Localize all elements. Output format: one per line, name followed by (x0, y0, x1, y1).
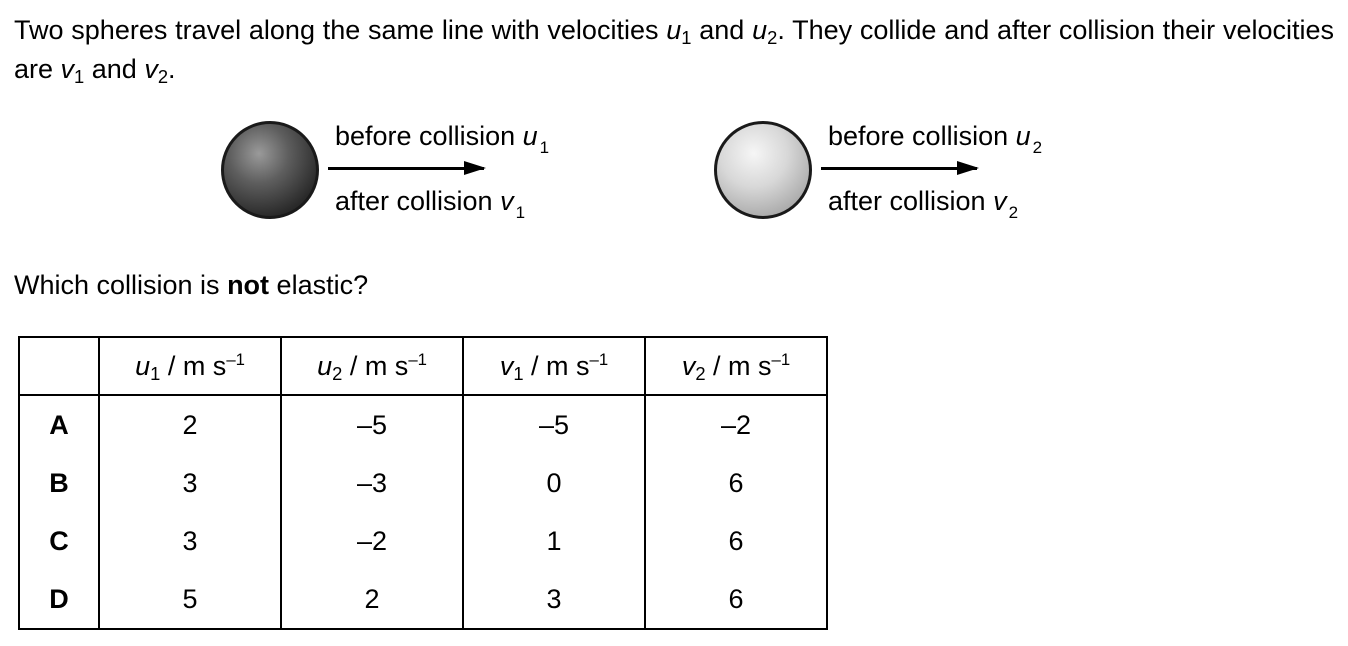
var-u1-subscript: 1 (681, 27, 692, 49)
question-emphasis: not (227, 270, 270, 300)
var-v2: v (144, 54, 158, 84)
statement-text: . (168, 54, 176, 84)
table-cell: 6 (645, 454, 827, 512)
sphere-2-before-label: before collision u $_2$ (828, 121, 1043, 157)
header-blank-cell (19, 337, 99, 395)
header-v2: v2 / m $s^{-1}$ (645, 337, 827, 395)
table-cell: –2 (645, 395, 827, 454)
table-cell: 3 (463, 570, 645, 629)
table-row (19, 512, 827, 570)
statement-text: . They collide and after collision their velocities are (14, 15, 1334, 84)
statement-text: and (84, 54, 145, 84)
table-header-row (19, 337, 827, 395)
header-u1: u1 / m $s^{-1}$ (99, 337, 281, 395)
option-label: D (49, 583, 69, 614)
problem-statement (14, 12, 1334, 90)
options-table (18, 336, 828, 630)
option-label: A (49, 409, 69, 440)
option-label: C (49, 525, 69, 556)
table-cell: 3 (99, 512, 281, 570)
statement-text: Two spheres travel along the same line with velocities (14, 15, 667, 45)
var-v1: v (60, 54, 75, 84)
header-v1: v1 / m $s^{-1}$ (463, 337, 645, 395)
table-cell: 2 (281, 570, 463, 629)
sphere-2-light (714, 121, 812, 219)
statement-text: and (691, 15, 753, 45)
var-u1: u (666, 15, 682, 45)
table-cell: 6 (645, 570, 827, 629)
table-cell: 5 (99, 570, 281, 629)
table-cell: 2 (99, 395, 281, 454)
var-v1-subscript: 1 (74, 66, 85, 88)
question-text: Which collision is not elastic? (14, 270, 369, 300)
table-cell: –5 (463, 395, 645, 454)
sphere-2-velocity-arrow (821, 167, 977, 170)
table-row (19, 570, 827, 629)
sphere-2-after-label: after collision v $_2$ (828, 186, 1019, 222)
sphere-1-after-label: after collision v $_1$ (335, 186, 526, 222)
var-v2-subscript: 2 (157, 66, 169, 88)
var-u2-subscript: 2 (767, 27, 778, 49)
table-cell: 6 (645, 512, 827, 570)
var-u2: u (752, 15, 768, 45)
table-row (19, 454, 827, 512)
table-cell: –2 (281, 512, 463, 570)
sphere-1-velocity-arrow (328, 167, 484, 170)
table-cell: 0 (463, 454, 645, 512)
sphere-1-before-label: before collision u $_1$ (335, 121, 550, 157)
sphere-1-dark (221, 121, 319, 219)
table-row (19, 395, 827, 454)
table-cell: 3 (99, 454, 281, 512)
table-cell: –5 (281, 395, 463, 454)
table-cell: –3 (281, 454, 463, 512)
header-u2: u2 / m $s^{-1}$ (281, 337, 463, 395)
option-label: B (49, 467, 69, 498)
table-cell: 1 (463, 512, 645, 570)
